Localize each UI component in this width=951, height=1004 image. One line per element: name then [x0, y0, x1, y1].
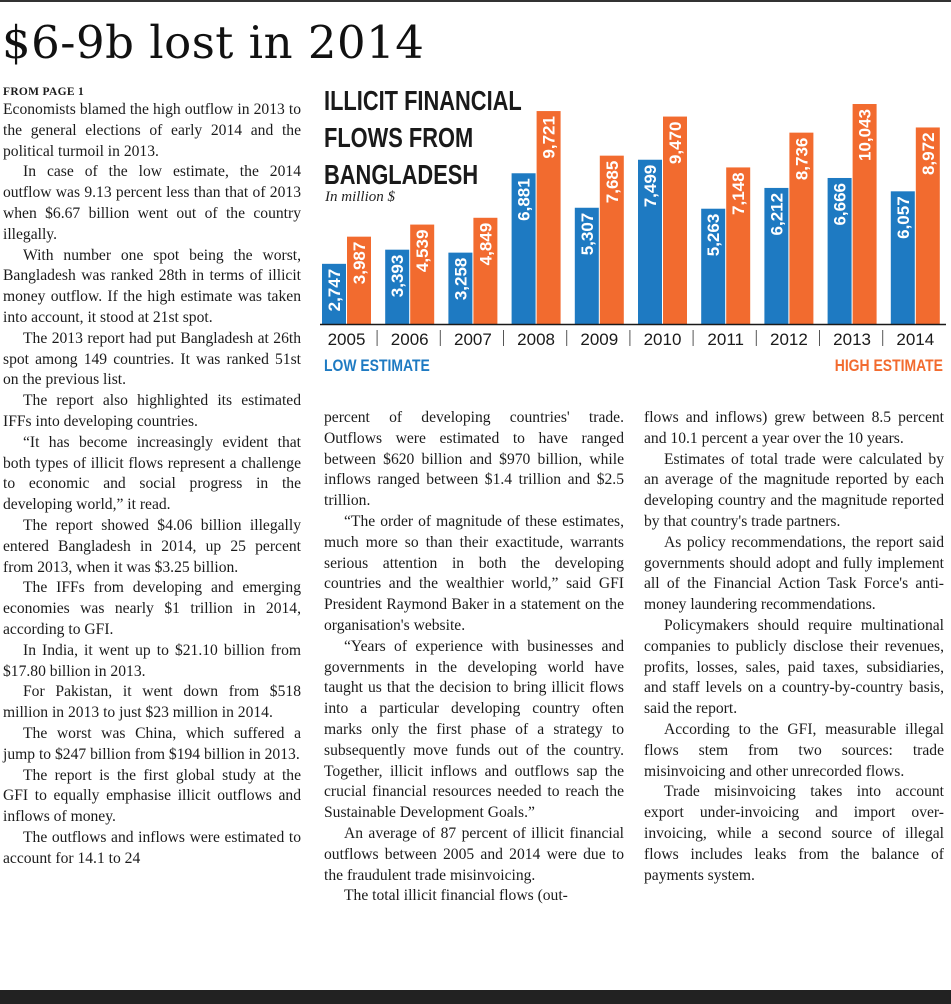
bar-value-label: 7,499 — [641, 164, 660, 208]
x-tick-label: 2011 — [707, 330, 744, 346]
paragraph: With number one spot being the worst, Bangladesh was ranked 28th in terms of illicit money outflow. If the high estimate was taken into account, it stood at 21st spot. — [3, 246, 301, 326]
chart-unit-label: In million $ — [325, 189, 395, 205]
paragraph: The worst was China, which suffered a jump to $247 billion from $194 billion in 2013. — [3, 724, 301, 763]
x-tick-label: 2009 — [580, 330, 619, 346]
bar-value-label: 2,747 — [325, 268, 344, 312]
paragraph: The outflows and inflows were estimated to account for 14.1 to 24 — [3, 828, 301, 867]
paragraph: “It has become increasingly evident that both types of illicit flows represent a challenge to economic and social progress in the developing world,” it read. — [3, 433, 301, 514]
paragraph: Estimates of total trade were calculated by an average of the magnitude reported by each developing country and the magnitude reported by that country's trade partners. — [644, 450, 944, 530]
bar-value-label: 6,666 — [830, 182, 850, 226]
chart-title — [324, 82, 535, 193]
paragraph: The IFFs from developing and emerging economies was nearly $1 trillion in 2014, according to GFI. — [3, 579, 301, 638]
legend-high-estimate: HIGH ESTIMATE — [834, 356, 943, 375]
bar-value-label: 3,258 — [451, 257, 471, 301]
from-page-label: FROM PAGE 1 — [3, 86, 85, 98]
paragraph: flows and inflows) grew between 8.5 percent and 10.1 percent a year over the 10 years. — [644, 409, 944, 447]
bar-value-label: 6,212 — [767, 192, 787, 236]
paragraph: The 2013 report had put Bangladesh at 26th spot among 149 countries. It was ranked 51st on the previous list. — [3, 329, 301, 389]
paragraph: Policymakers should require multinational companies to publicly disclose their revenues, profits, losses, sales, paid taxes, subsidiaries, and staff levels on a country-by-country basis, said the report. — [644, 616, 944, 718]
bar-value-label: 8,972 — [918, 132, 938, 176]
bar-value-label: 6,881 — [514, 178, 534, 221]
paragraph: “Years of experience with businesses and governments in the developing world have taught us that the decision to bring illicit flows into a particular developing country often marks only the first phase of a strategy to subsequently move funds out of the country. Together, illicit inflows and outflows sap the crucial financial resources needed to reach the Sustainable Development Goals.” — [324, 637, 624, 822]
bar-value-label: 3,393 — [388, 254, 408, 298]
bar-value-label: 7,685 — [602, 160, 622, 204]
x-tick-label: 2006 — [390, 330, 429, 346]
bar-value-label: 4,849 — [476, 222, 496, 266]
column-3 — [644, 408, 944, 886]
paragraph: In case of the low estimate, the 2014 outflow was 9.13 percent less than that of 2013 when $6.67 billion went out of the country illegally. — [3, 163, 301, 243]
bar-value-label: 10,043 — [855, 109, 875, 162]
bar-value-label: 9,721 — [539, 116, 559, 159]
bar-value-label: 6,057 — [893, 196, 913, 239]
paragraph: In India, it went up to $21.10 billion from $17.80 billion in 2013. — [3, 641, 301, 680]
top-rule — [0, 0, 951, 2]
paragraph: According to the GFI, measurable illegal flows stem from two sources: trade misinvoicing and other unrecorded flows. — [644, 720, 944, 780]
chart-title-line: FLOWS FROM — [324, 122, 474, 153]
paragraph: The report is the first global study at the GFI to equally emphasise illicit outflows and inflows of money. — [3, 766, 301, 826]
chart-title-line: ILLICIT FINANCIAL — [324, 85, 522, 116]
bar-value-label: 5,307 — [577, 212, 597, 256]
x-tick-label: 2008 — [517, 330, 556, 346]
column-1 — [3, 84, 301, 869]
paragraph: percent of developing countries' trade. Outflows were estimated to have ranged between $620 billion and $970 billion, while inflows ranged between $1.4 trillion and $2.5 trillion. — [324, 409, 624, 510]
x-tick-label: 2007 — [453, 330, 492, 346]
bar-value-label: 4,539 — [413, 229, 433, 273]
paragraph: An average of 87 percent of illicit financial outflows between 2005 and 2014 were due to the fraudulent trade misinvoicing. — [324, 824, 624, 884]
paragraph: For Pakistan, it went down from $518 million in 2013 to just $23 million in 2014. — [3, 683, 301, 722]
paragraph: “The order of magnitude of these estimates, much more so than their exactitude, warrants serious attention in both the developing countries and the wealthier world,” said GFI President Raymond Baker in a statement on the organisation's website. — [324, 512, 624, 634]
x-tick-label: 2005 — [327, 330, 366, 346]
x-tick-label: 2012 — [769, 330, 808, 346]
x-tick-label: 2014 — [896, 330, 935, 346]
x-tick-label: 2010 — [643, 330, 682, 346]
headline: $6-9b lost in 2014 — [2, 16, 425, 69]
chart-title-line: BANGLADESH — [324, 159, 479, 190]
paragraph: Economists blamed the high outflow in 2013 to the general elections of early 2014 and the political turmoil in 2013. — [3, 101, 301, 160]
column-2 — [324, 408, 624, 907]
legend-low-estimate: LOW ESTIMATE — [324, 356, 430, 375]
paragraph: The report also highlighted its estimated IFFs into developing countries. — [3, 392, 301, 430]
paragraph: The total illicit financial flows (out- — [344, 887, 568, 905]
bar-value-label: 8,736 — [792, 137, 812, 181]
bottom-bar — [0, 990, 951, 1004]
paragraph: As policy recommendations, the report said governments should adopt and fully implement all of the Financial Action Task Force's anti-money laundering recommendations. — [644, 533, 944, 614]
x-tick-label: 2013 — [833, 330, 872, 346]
bar-value-label: 3,987 — [350, 241, 369, 285]
bar-value-label: 5,263 — [704, 213, 724, 257]
paragraph: The report showed $4.06 billion illegally entered Bangladesh in 2014, up 25 percent from 2013, when it was $3.25 billion. — [3, 516, 301, 576]
bar-value-label: 9,470 — [666, 121, 685, 165]
bar-value-label: 7,148 — [729, 172, 749, 215]
paragraph: Trade misinvoicing takes into account export under-invoicing and import over-invoicing, while a second source of illegal flows includes leaks from the balance of payments system. — [644, 783, 944, 884]
